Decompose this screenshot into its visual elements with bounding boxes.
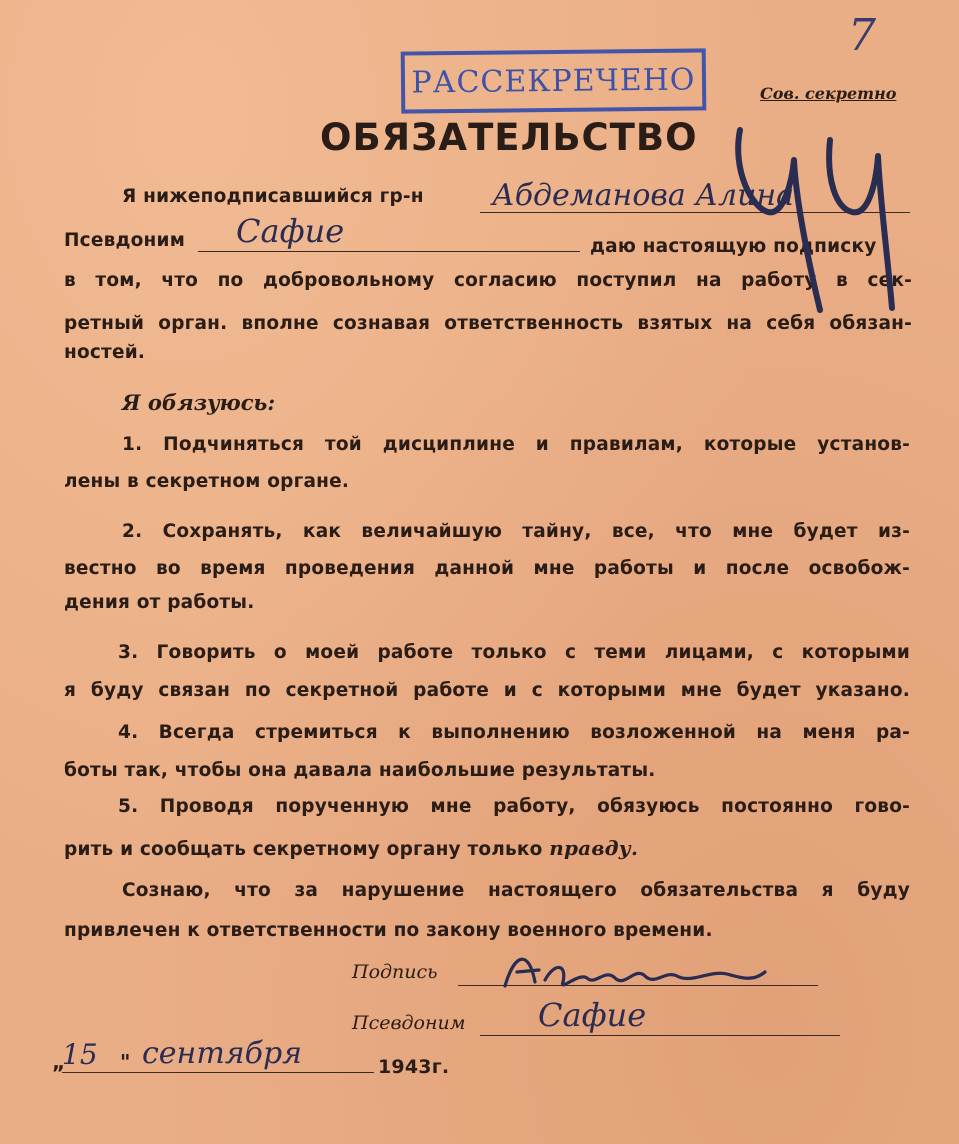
item1-line2: лены в секретном органе. [64,471,350,492]
date-day: 15 [62,1038,98,1071]
intro-line5: ностей. [64,342,146,363]
intro-line2-label: Псевдоним [64,230,186,251]
handwritten-pseudonym: Сафие [236,212,345,250]
item3-line2: я буду связан по секретной работе и с которыми мне будет указано. [64,680,910,701]
item1-line1: 1. Подчиняться той дисциплине и правилам, которые установ- [122,434,910,455]
pseudonym-underline [198,251,580,252]
item2-line3: дения от работы. [64,592,255,613]
item5-line2 [64,836,638,860]
closing-line1: Сознаю, что за нарушение настоящего обязательства я буду [122,880,910,901]
document-title: ОБЯЗАТЕЛЬСТВО [320,116,698,159]
item4-line1: 4. Всегда стремиться к выполнению возложенной на меня ра- [118,722,910,743]
handwritten-name: Абдеманова Алина [492,178,795,213]
pseudonym-label: Псевдоним [352,1012,466,1034]
item5-line2-text: рить и сообщать секретному органу только [64,839,543,860]
closing-line2: привлечен к ответственности по закону военного времени. [64,920,713,941]
date-year-suffix: г. [431,1056,450,1078]
classification-label: Сов. секретно [760,84,897,103]
date-underline [62,1072,374,1073]
declassified-stamp: РАССЕКРЕЧЕНО [401,48,707,113]
date-month: сентября [142,1036,303,1071]
intro-line4: ретный орган. вполне сознавая ответственность взятых на себя обязан- [64,313,912,334]
item3-line1: 3. Говорить о моей работе только с теми лицами, с которыми [118,642,910,663]
signature-scribble [495,942,775,1004]
signature-label: Подпись [352,961,438,983]
item4-line2: боты так, чтобы она давала наибольшие результаты. [64,760,656,781]
ink-signature-mark [728,120,918,320]
date-close-quote: " [120,1050,131,1074]
pseudonym-sign-underline [480,1035,840,1036]
item2-line1: 2. Сохранять, как величайшую тайну, все, что мне будет из- [122,521,910,542]
intro-line2-suffix: даю настоящую подписку [590,236,877,257]
date-open-quote: „ [52,1050,66,1074]
intro-line3: в том, что по добровольному согласию поступил на работу в сек- [64,270,912,291]
item5-emphasis: правду. [549,836,639,860]
date-year-value: 1943 [378,1056,432,1078]
date-year [378,1056,449,1078]
item2-line2: вестно во время проведения данной мне работы и после освобож- [64,558,910,579]
intro-line1-prefix: Я нижеподписавшийся гр-н [122,186,424,207]
item5-line1: 5. Проводя порученную мне работу, обязуюсь постоянно гово- [118,796,910,817]
page-number: 7 [848,10,876,61]
obligations-heading: Я обязуюсь: [122,390,276,415]
handwritten-pseudonym-signature: Сафие [538,996,647,1034]
